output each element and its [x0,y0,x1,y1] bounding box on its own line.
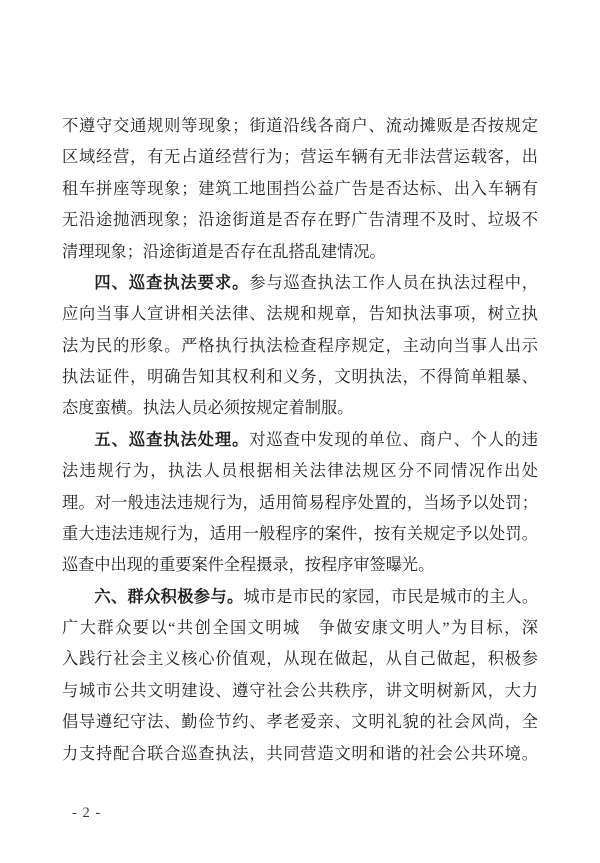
text-line [62,425,538,456]
body-text: 执法证件，明确告知其权利和义务，文明执法，不得简单粗暴、 [62,368,538,386]
text-line [62,111,538,142]
text-block [62,111,538,770]
body-text: 理。对一般违法违规行为，适用简易程序处置的，当场予以处罚； [62,493,538,512]
body-text: 区域经营，有无占道经营行为；营运车辆有无非法营运载客，出 [62,148,538,167]
body-text: 应向当事人宣讲相关法律、法规和规章，告知执法事项，树立执 [62,305,538,324]
body-text: 力支持配合联合巡查执法，共同营造文明和谐的社会公共环境。 [62,744,538,763]
body-text: 城市是市民的家园，市民是城市的主人。 [243,587,538,606]
body-text: 不遵守交通规则等现象；街道沿线各商户、流动摊贩是否按规定 [62,117,538,135]
text-line [62,331,538,362]
body-text: 态度蛮横。执法人员必须按规定着制服。 [62,399,354,418]
body-text: 清理现象；沿途街道是否存在乱搭乱建情况。 [62,242,386,261]
page-number: - 2 - [72,805,102,821]
body-text: 巡查中出现的重要案件全程摄录，按程序审签曝光。 [62,556,435,575]
text-line [62,488,538,519]
body-text: 对巡查中发现的单位、商户、个人的违 [249,430,538,449]
text-line [62,299,538,330]
section-heading: 六、群众积极参与。 [94,587,244,606]
body-text: 租车拼座等现象；建筑工地围挡公益广告是否达标、出入车辆有 [62,179,538,198]
text-line [62,142,538,173]
section-heading: 四、巡查执法要求。 [94,273,250,292]
body-text: 法违规行为，执法人员根据相关法律法规区分不同情况作出处 [62,462,538,481]
text-line [62,550,538,581]
body-text: 参与巡查执法工作人员在执法过程中， [249,273,538,292]
body-text: 与城市公共文明建设、遵守社会公共秩序，讲文明树新风，大力 [62,681,538,700]
text-line [62,393,538,424]
text-line [62,174,538,205]
text-line [62,456,538,487]
text-line [62,582,538,613]
text-line [62,237,538,268]
body-text: 无沿途抛洒现象；沿途街道是否存在野广告清理不及时、垃圾不 [62,211,538,230]
body-text: 入践行社会主义核心价值观，从现在做起，从自己做起，积极参 [62,650,538,669]
text-line [62,613,538,644]
body-text: 倡导遵纪守法、勤俭节约、孝老爱亲、文明礼貌的社会风尚，全 [62,713,538,732]
body-text: 广大群众要以“共创全国文明城 争做安康文明人”为目标，深 [62,619,538,637]
text-line [62,268,538,299]
text-line [62,205,538,236]
text-line [62,707,538,738]
body-text: 重大违法违规行为，适用一般程序的案件，按有关规定予以处罚。 [62,524,538,543]
text-line [62,519,538,550]
section-heading: 五、巡查执法处理。 [94,430,250,449]
text-line [62,676,538,707]
text-line [62,362,538,393]
text-line [62,644,538,675]
text-line [62,739,538,770]
body-text: 法为民的形象。严格执行执法检查程序规定，主动向当事人出示 [62,336,538,355]
